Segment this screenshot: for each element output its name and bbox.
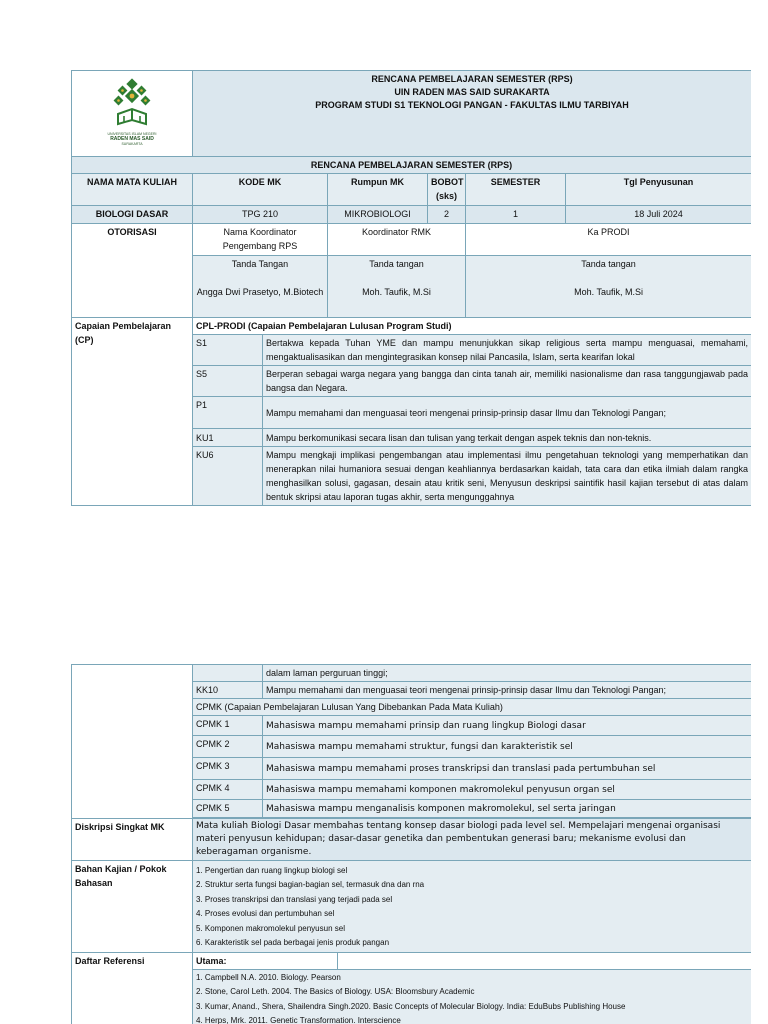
bahan-kajian-label: Bahan Kajian / Pokok Bahasan <box>72 860 193 952</box>
university-logo <box>72 71 193 157</box>
cp-label-continued <box>72 665 193 819</box>
course-rumpun: MIKROBIOLOGI <box>328 206 428 224</box>
referensi-item-3: 3. Kumar, Anand., Shera, Shailendra Singh.2020. Basic Concepts of Molecular Biology. India: EduBubs Publishing House <box>196 1001 626 1011</box>
rps-table-top <box>71 70 751 318</box>
referensi-item-2: 2. Stone, Carol Leth. 2004. The Basics of Biology. USA: Bloomsbury Academic <box>196 987 475 996</box>
referensi-utama-label: Utama: <box>193 952 338 969</box>
referensi-item-4: 4. Herps, Mrk. 2011. Genetic Transformation. Interscience <box>196 1016 401 1024</box>
col-rumpun-mk: Rumpun MK <box>328 174 428 206</box>
otorisasi-label: OTORISASI <box>72 224 193 318</box>
course-code: TPG 210 <box>193 206 328 224</box>
bahan-item-1: 1. Pengertian dan ruang lingkup biologi sel <box>196 865 348 875</box>
cpmk-text-5: Mahasiswa mampu menganalisis komponen makromolekul, sel serta jaringan <box>263 800 752 818</box>
bahan-item-6: 6. Karakteristik sel pada berbagai jenis produk pangan <box>196 938 390 947</box>
signature-label-2: Tanda tangan <box>369 259 424 269</box>
cpmk-text-2: Mahasiswa mampu memahami struktur, fungsi dan karakteristik sel <box>263 736 752 758</box>
col-kode-mk: KODE MK <box>193 174 328 206</box>
col-semester: SEMESTER <box>466 174 566 206</box>
title-line-3: PROGRAM STUDI S1 TEKNOLOGI PANGAN - FAKULTAS ILMU TARBIYAH <box>315 100 629 110</box>
signature-label-1: Tanda Tangan <box>231 259 289 269</box>
signer-name-1: Angga Dwi Prasetyo, M.Biotech <box>196 287 324 297</box>
col-bobot: BOBOT (sks) <box>428 174 466 206</box>
signer-name-3: Moh. Taufik, M.Si <box>574 287 643 297</box>
cpl-table-page2 <box>71 664 751 819</box>
cpmk-code-4: CPMK 4 <box>193 780 263 800</box>
university-emblem-icon <box>110 78 154 128</box>
rps-page-1 <box>71 70 751 510</box>
logo-caption-city: SURAKARTA <box>121 142 143 146</box>
otorisasi-kaprodi: Ka PRODI <box>466 224 752 256</box>
cpl-code-ku1: KU1 <box>193 429 263 447</box>
referensi-item-1: 1. Campbell N.A. 2010. Biology. Pearson <box>196 972 341 982</box>
course-details-table <box>71 818 751 1024</box>
course-semester: 1 <box>466 206 566 224</box>
otorisasi-pengembang: Nama Koordinator Pengembang RPS <box>193 224 328 256</box>
bahan-item-5: 5. Komponen makromolekul penyusun sel <box>196 923 345 933</box>
cpl-text-kk10: Mampu memahami dan menguasai teori mengenai prinsip-prinsip dasar Ilmu dan Teknologi Pangan; <box>263 682 752 699</box>
cpmk-code-3: CPMK 3 <box>193 758 263 780</box>
cpmk-header: CPMK (Capaian Pembelajaran Lulusan Yang Dibebankan Pada Mata Kuliah) <box>193 699 752 716</box>
bahan-item-3: 3. Proses transkripsi dan translasi yang terjadi pada sel <box>196 894 393 904</box>
document-title <box>193 71 752 157</box>
title-line-2: UIN RADEN MAS SAID SURAKARTA <box>394 87 550 97</box>
cpl-text-p1: Mampu memahami dan menguasai teori mengenai prinsip-prinsip dasar Ilmu dan Teknologi Pangan; <box>263 397 752 429</box>
signature-block-3 <box>466 256 752 318</box>
referensi-list <box>193 969 752 1024</box>
cpl-code-kk10: KK10 <box>193 682 263 699</box>
deskripsi-text: Mata kuliah Biologi Dasar membahas tentang konsep dasar biologi pada level sel. Mempelajari mengenai organisasi materi penyusun kehidupan; dasar-dasar genetika dan pembentukan generasi baru; mekanisme evolusi dan keberagaman organisme. <box>193 818 752 860</box>
cpl-table-page1 <box>71 317 751 506</box>
cpmk-code-1: CPMK 1 <box>193 716 263 736</box>
cpl-prodi-header: CPL-PRODI (Capaian Pembelajaran Lulusan Program Studi) <box>193 318 752 335</box>
cpl-code-s1: S1 <box>193 335 263 366</box>
cpl-text-ku6-continued: dalam laman perguruan tinggi; <box>263 665 752 682</box>
cpmk-text-1: Mahasiswa mampu memahami prinsip dan ruang lingkup Biologi dasar <box>263 716 752 736</box>
course-date: 18 Juli 2024 <box>566 206 752 224</box>
bahan-kajian-list <box>193 860 752 952</box>
cpl-code-ku6-continued <box>193 665 263 682</box>
cpmk-code-2: CPMK 2 <box>193 736 263 758</box>
rps-page-2 <box>71 664 751 1024</box>
signer-name-2: Moh. Taufik, M.Si <box>362 287 431 297</box>
cpl-text-s5: Berperan sebagai warga negara yang bangga dan cinta tanah air, memiliki nasionalisme dan rasa tanggungjawab pada bangsa dan Negara. <box>263 366 752 397</box>
logo-caption-small: UNIVERSITAS ISLAM NEGERI <box>107 132 157 136</box>
cpl-code-s5: S5 <box>193 366 263 397</box>
signature-block-1 <box>193 256 328 318</box>
signature-block-2 <box>328 256 466 318</box>
logo-caption-main: RADEN MAS SAID <box>110 136 154 142</box>
cpl-text-s1: Bertakwa kepada Tuhan YME dan mampu menunjukkan sikap religious serta mampu menguasai, memahami, mengaktualisasikan dan mengintegrasikan konsep nilai Pancasila, Islam, serta kearifan lokal <box>263 335 752 366</box>
otorisasi-koordinator: Koordinator RMK <box>328 224 466 256</box>
title-line-1: RENCANA PEMBELAJARAN SEMESTER (RPS) <box>371 74 573 84</box>
col-tgl-penyusunan: Tgl Penyusunan <box>566 174 752 206</box>
bahan-item-2: 2. Struktur serta fungsi bagian-bagian sel, termasuk dna dan rna <box>196 880 425 889</box>
referensi-label: Daftar Referensi <box>72 952 193 1024</box>
cpl-code-ku6: KU6 <box>193 447 263 506</box>
rps-section-label: RENCANA PEMBELAJARAN SEMESTER (RPS) <box>72 157 752 174</box>
referensi-utama-blank <box>338 952 752 969</box>
signature-label-3: Tanda tangan <box>581 259 636 269</box>
cpmk-text-3: Mahasiswa mampu memahami proses transkripsi dan translasi pada pertumbuhan sel <box>263 758 752 780</box>
course-bobot: 2 <box>428 206 466 224</box>
cpmk-text-4: Mahasiswa mampu memahami komponen makromolekul penyusun organ sel <box>263 780 752 800</box>
col-nama-mata-kuliah: NAMA MATA KULIAH <box>72 174 193 206</box>
bahan-item-4: 4. Proses evolusi dan pertumbuhan sel <box>196 909 335 918</box>
cpmk-code-5: CPMK 5 <box>193 800 263 818</box>
course-name: BIOLOGI DASAR <box>72 206 193 224</box>
cpl-text-ku1: Mampu berkomunikasi secara lisan dan tulisan yang terkait dengan aspek teknis dan non-teknis. <box>263 429 752 447</box>
cpl-code-p1: P1 <box>193 397 263 429</box>
cp-label: Capaian Pembelajaran (CP) <box>72 318 193 506</box>
deskripsi-label: Diskripsi Singkat MK <box>72 818 193 860</box>
cpl-text-ku6: Mampu mengkaji implikasi pengembangan atau implementasi ilmu pengetahuan teknologi yang memperhatikan dan menerapkan nilai humaniora sesuai dengan keahliannya berdasarkan kaidah, tata cara dan etika ilmiah dalam rangka menghasilkan solusi, gagasan, desain atau kritik seni, Menyusun deskripsi saintifik hasil kajian tersebut di atas dalam bentuk skripsi atau laporan tugas akhir, serta mengunggahnya <box>263 447 752 506</box>
